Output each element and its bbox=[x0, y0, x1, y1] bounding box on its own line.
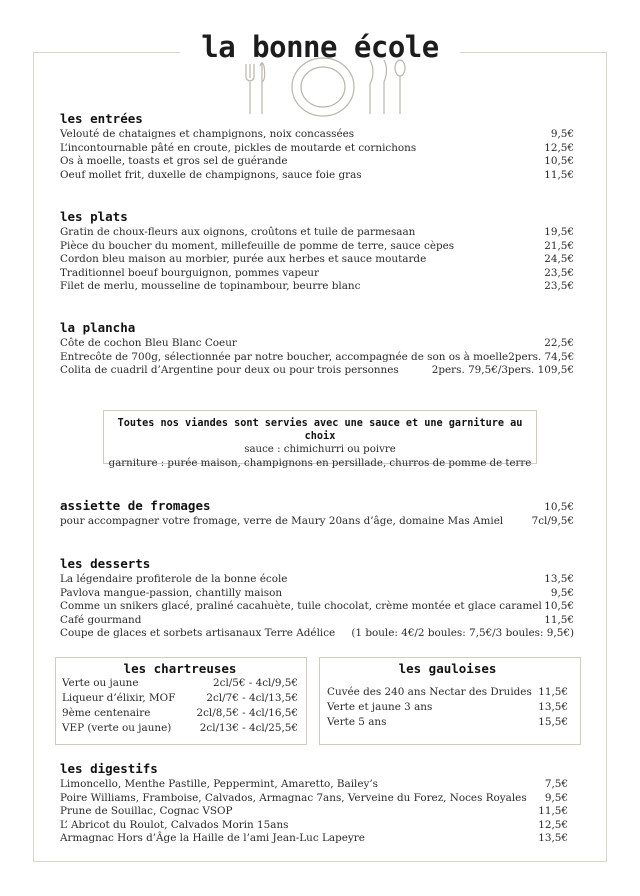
menu-item bbox=[60, 805, 568, 819]
menu-item bbox=[62, 721, 298, 736]
menu-item bbox=[62, 676, 298, 691]
note-heading: Toutes nos viandes sont servies avec une sauce et une garniture au choix bbox=[117, 418, 523, 442]
menu-item bbox=[327, 715, 568, 730]
section-title: les desserts bbox=[60, 556, 151, 571]
item-price: 12,5€ bbox=[544, 141, 574, 154]
menu-item bbox=[60, 267, 574, 281]
item-price: 13,5€ bbox=[544, 573, 574, 585]
item-price: 11,5€ bbox=[538, 805, 568, 817]
menu-item bbox=[327, 700, 568, 715]
section-fromages bbox=[60, 499, 574, 528]
menu-item bbox=[60, 253, 574, 267]
section-title-row bbox=[60, 499, 574, 515]
item-price: 11,5€ bbox=[544, 168, 574, 181]
item-price: 9,5€ bbox=[550, 128, 574, 140]
item-name: Verte 5 ans bbox=[327, 716, 387, 728]
item-name: Oeuf mollet frit, duxelle de champignons, sauce foie gras bbox=[60, 168, 362, 181]
menu-item bbox=[60, 819, 568, 833]
item-name: pour accompagner votre fromage, verre de Maury 20ans d’âge, domaine Mas Amiel bbox=[60, 514, 504, 527]
item-name: 9ème centenaire bbox=[62, 707, 151, 719]
item-name: Pavlova mangue-passion, chantilly maison bbox=[60, 586, 283, 599]
item-name: Velouté de chataignes et champignons, noix concassées bbox=[60, 128, 355, 140]
item-price: 9,5€ bbox=[544, 791, 568, 804]
menu-item bbox=[60, 142, 574, 156]
section-title: les entrées bbox=[60, 111, 143, 126]
item-price: 9,5€ bbox=[550, 586, 574, 599]
item-price: 22,5€ bbox=[544, 337, 574, 349]
menu-item bbox=[60, 778, 568, 792]
note-garniture: garniture : purée maison, champignons en persillade, churros de pomme de terre bbox=[108, 457, 532, 469]
item-price: 11,5€ bbox=[544, 613, 574, 626]
section-title: les plats bbox=[60, 209, 128, 224]
page-title: la bonne école bbox=[201, 30, 439, 64]
item-price: 15,5€ bbox=[538, 716, 568, 728]
menu-item bbox=[60, 351, 574, 365]
box-title: les gauloises bbox=[398, 661, 497, 676]
gauloises-box bbox=[319, 657, 581, 745]
item-name: Os à moelle, toasts et gros sel de guérande bbox=[60, 155, 288, 167]
item-price: 13,5€ bbox=[538, 701, 568, 713]
menu-item bbox=[60, 515, 574, 529]
section-entrees bbox=[60, 111, 574, 182]
menu-item bbox=[60, 614, 574, 628]
item-name: Pièce du boucher du moment, millefeuille de pomme de terre, sauce cèpes bbox=[60, 239, 455, 252]
section-desserts bbox=[60, 556, 574, 641]
item-name: Prune de Souillac, Cognac VSOP bbox=[60, 805, 233, 817]
menu-item bbox=[60, 364, 574, 378]
item-price: 2cl/7€ - 4cl/13,5€ bbox=[206, 692, 298, 704]
menu-item bbox=[60, 832, 568, 846]
item-name: Armagnac Hors d’Âge la Haille de l’ami Jean-Luc Lapeyre bbox=[60, 832, 365, 844]
item-name: Verte et jaune 3 ans bbox=[327, 701, 433, 713]
menu-item bbox=[60, 240, 574, 254]
item-name: L’incontournable pâté en croute, pickles de moutarde et cornichons bbox=[60, 141, 417, 154]
item-name: Café gourmand bbox=[60, 613, 142, 626]
item-name: Colita de cuadril d’Argentine pour deux ou pour trois personnes bbox=[60, 364, 399, 376]
item-price: 24,5€ bbox=[544, 253, 574, 265]
menu-item bbox=[60, 226, 574, 240]
menu-item bbox=[60, 169, 574, 183]
item-price: 10,5€ bbox=[544, 155, 574, 167]
item-price: 21,5€ bbox=[544, 239, 574, 252]
plate-cutlery-icon bbox=[238, 56, 408, 118]
box-title: les chartreuses bbox=[123, 661, 237, 676]
item-name: L’ Abricot du Roulot, Calvados Morin 15ans bbox=[60, 818, 289, 831]
menu-item bbox=[62, 691, 298, 706]
chartreuses-box bbox=[55, 657, 307, 745]
menu-item bbox=[62, 706, 298, 721]
menu-item bbox=[60, 280, 574, 294]
item-name: Cordon bleu maison au morbier, purée aux herbes et sauce moutarde bbox=[60, 253, 427, 265]
section-digestifs bbox=[60, 761, 568, 846]
item-name: Poire Williams, Framboise, Calvados, Armagnac 7ans, Verveine du Forez, Noces Royales bbox=[60, 791, 527, 804]
item-name: La légendaire profiterole de la bonne école bbox=[60, 573, 288, 585]
menu-item bbox=[60, 600, 574, 614]
item-name: Coupe de glaces et sorbets artisanaux Terre Adélice bbox=[60, 627, 336, 639]
garnish-note-box bbox=[103, 410, 537, 469]
item-price: 2cl/13€ - 4cl/25,5€ bbox=[199, 722, 298, 734]
item-name: Entrecôte de 700g, sélectionnée par notre boucher, accompagnée de son os à moelle bbox=[60, 350, 509, 363]
section-plats bbox=[60, 209, 574, 294]
item-name: Cuvée des 240 ans Nectar des Druides bbox=[327, 686, 532, 698]
menu-item bbox=[327, 685, 568, 700]
menu-item bbox=[60, 587, 574, 601]
menu-item bbox=[60, 573, 574, 587]
item-name: Traditionnel boeuf bourguignon, pommes vapeur bbox=[60, 266, 319, 279]
item-price: 2pers. 74,5€ bbox=[508, 350, 575, 363]
item-price: 23,5€ bbox=[544, 280, 574, 292]
item-price: 7cl/9,5€ bbox=[531, 514, 574, 527]
item-price: 23,5€ bbox=[544, 266, 574, 279]
menu-item bbox=[60, 337, 574, 351]
item-price: 2pers. 79,5€/3pers. 109,5€ bbox=[431, 364, 574, 376]
section-title: la plancha bbox=[60, 320, 136, 335]
section-plancha bbox=[60, 320, 574, 378]
section-title: assiette de fromages bbox=[60, 498, 211, 513]
item-name: Verte ou jaune bbox=[62, 677, 139, 689]
item-price: 12,5€ bbox=[538, 818, 568, 831]
menu-item bbox=[60, 128, 574, 142]
item-name: Gratin de choux-fleurs aux oignons, croûtons et tuile de parmesaan bbox=[60, 226, 416, 238]
note-sauce: sauce : chimichurri ou poivre bbox=[244, 444, 396, 455]
menu-item bbox=[60, 627, 574, 641]
item-price: 10,5€ bbox=[544, 600, 574, 612]
item-price: 7,5€ bbox=[544, 778, 568, 790]
section-title: les digestifs bbox=[60, 761, 158, 776]
item-price: 2cl/8,5€ - 4cl/16,5€ bbox=[196, 707, 298, 719]
item-price: 19,5€ bbox=[544, 226, 574, 238]
item-name: VEP (verte ou jaune) bbox=[62, 722, 172, 734]
item-price: 11,5€ bbox=[538, 686, 568, 698]
item-price: 2cl/5€ - 4cl/9,5€ bbox=[213, 677, 298, 689]
item-name: Côte de cochon Bleu Blanc Coeur bbox=[60, 337, 237, 349]
menu-item bbox=[60, 155, 574, 169]
item-price: (1 boule: 4€/2 boules: 7,5€/3 boules: 9,5€) bbox=[351, 627, 574, 639]
item-price: 13,5€ bbox=[538, 832, 568, 844]
item-price: 10,5€ bbox=[544, 501, 574, 513]
item-name: Limoncello, Menthe Pastille, Peppermint, Amaretto, Bailey’s bbox=[60, 778, 379, 790]
item-name: Liqueur d’élixir, MOF bbox=[62, 692, 176, 704]
item-name: Filet de merlu, mousseline de topinambour, beurre blanc bbox=[60, 280, 361, 292]
item-name: Comme un snikers glacé, praliné cacahuète, tuile chocolat, crème montée et glace caramel bbox=[60, 600, 542, 612]
menu-item bbox=[60, 792, 568, 806]
